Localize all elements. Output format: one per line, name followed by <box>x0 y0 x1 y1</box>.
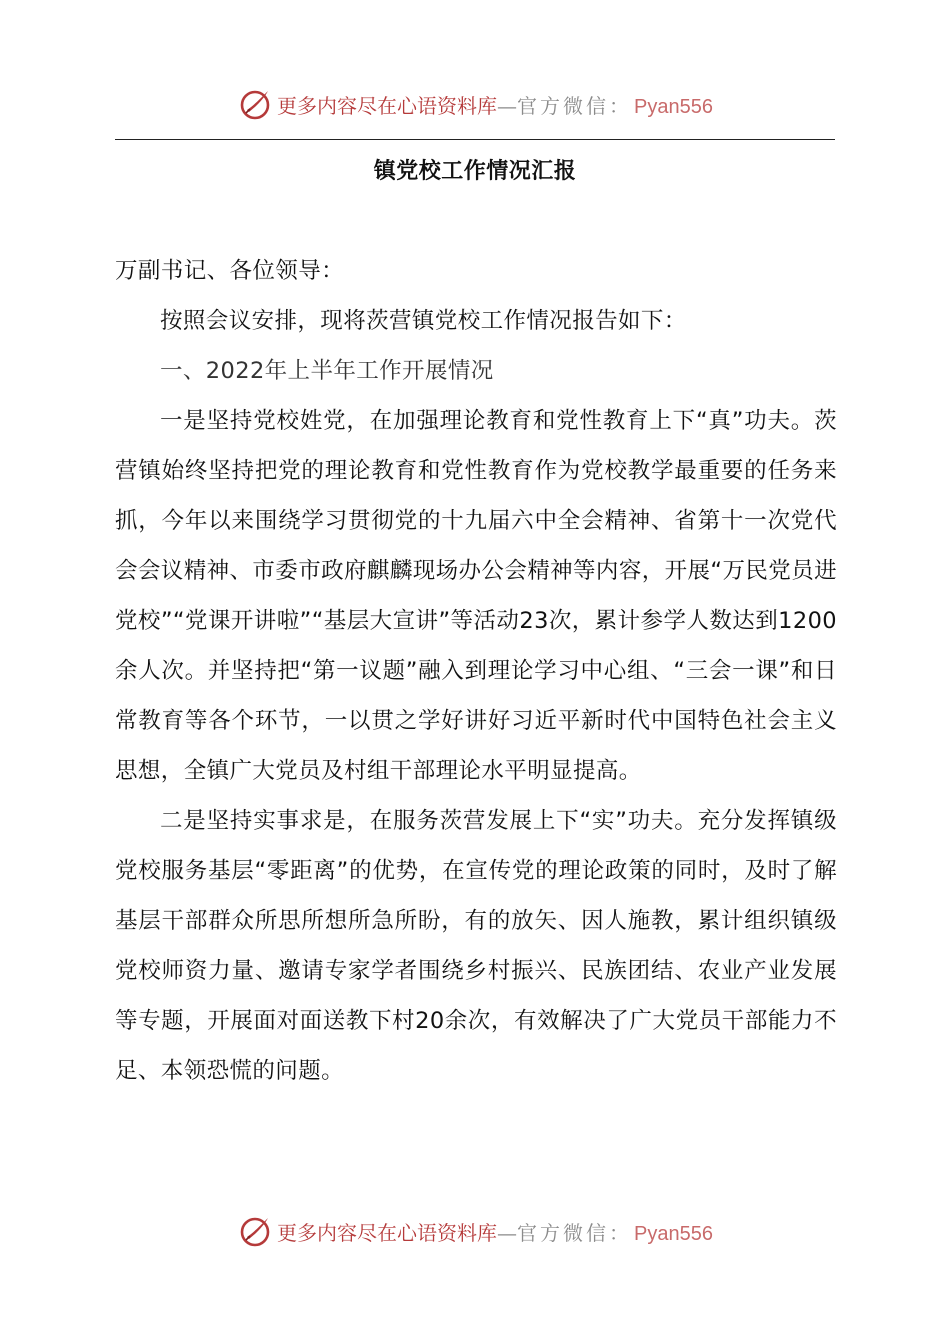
header-watermark-banner <box>0 82 950 126</box>
watermark-wechat-label: 官方微信： <box>517 93 633 118</box>
watermark-main-text: 更多内容尽在心语资料库 <box>277 1220 498 1245</box>
quill-pen-seal-icon <box>237 1213 273 1249</box>
watermark-text <box>277 90 713 119</box>
watermark-text <box>277 1217 713 1246</box>
page-title: 镇党校工作情况汇报 <box>373 159 577 184</box>
footer-watermark-banner <box>0 1209 950 1253</box>
section-heading: 一、2022年上半年工作开展情况 <box>160 358 494 384</box>
intro-paragraph: 按照会议安排，现将茨营镇党校工作情况报告如下： <box>160 308 687 334</box>
watermark-main-text: 更多内容尽在心语资料库 <box>277 93 498 118</box>
watermark-wechat-id: Pyan556 <box>634 95 713 118</box>
body-paragraph-2: 二是坚持实事求是，在服务茨营发展上下“实”功夫。充分发挥镇级党校服务基层“零距离”的优势，在宣传党的理论政策的同时，及时了解基层干部群众所思所想所急所盼，有的放矢、因人施教，累计组织镇级党校师资力量、邀请专家学者围绕乡村振兴、民族团结、农业产业发展等专题，开展面对面送教下村20余次，有效解决了广大党员干部能力不足、本领恐慌的问题。 <box>115 808 837 1084</box>
watermark-dash: — <box>497 93 518 118</box>
document-body <box>115 246 837 1096</box>
watermark-wechat-label: 官方微信： <box>517 1220 633 1245</box>
watermark-dash: — <box>497 1220 518 1245</box>
watermark-wechat-id: Pyan556 <box>634 1222 713 1245</box>
body-paragraph-1: 一是坚持党校姓党，在加强理论教育和党性教育上下“真”功夫。茨营镇始终坚持把党的理论教育和党性教育作为党校教学最重要的任务来抓，今年以来围绕学习贯彻党的十九届六中全会精神、省第十一次党代会会议精神、市委市政府麒麟现场办公会精神等内容，开展“万民党员进党校”“党课开讲啦”“基层大宣讲”等活动23次，累计参学人数达到1200余人次。并坚持把“第一议题”融入到理论学习中心组、“三会一课”和日常教育等各个环节，一以贯之学好讲好习近平新时代中国特色社会主义思想，全镇广大党员及村组干部理论水平明显提高。 <box>115 408 837 784</box>
quill-pen-seal-icon <box>237 86 273 122</box>
salutation: 万副书记、各位领导： <box>115 258 345 284</box>
header-divider <box>115 139 835 140</box>
